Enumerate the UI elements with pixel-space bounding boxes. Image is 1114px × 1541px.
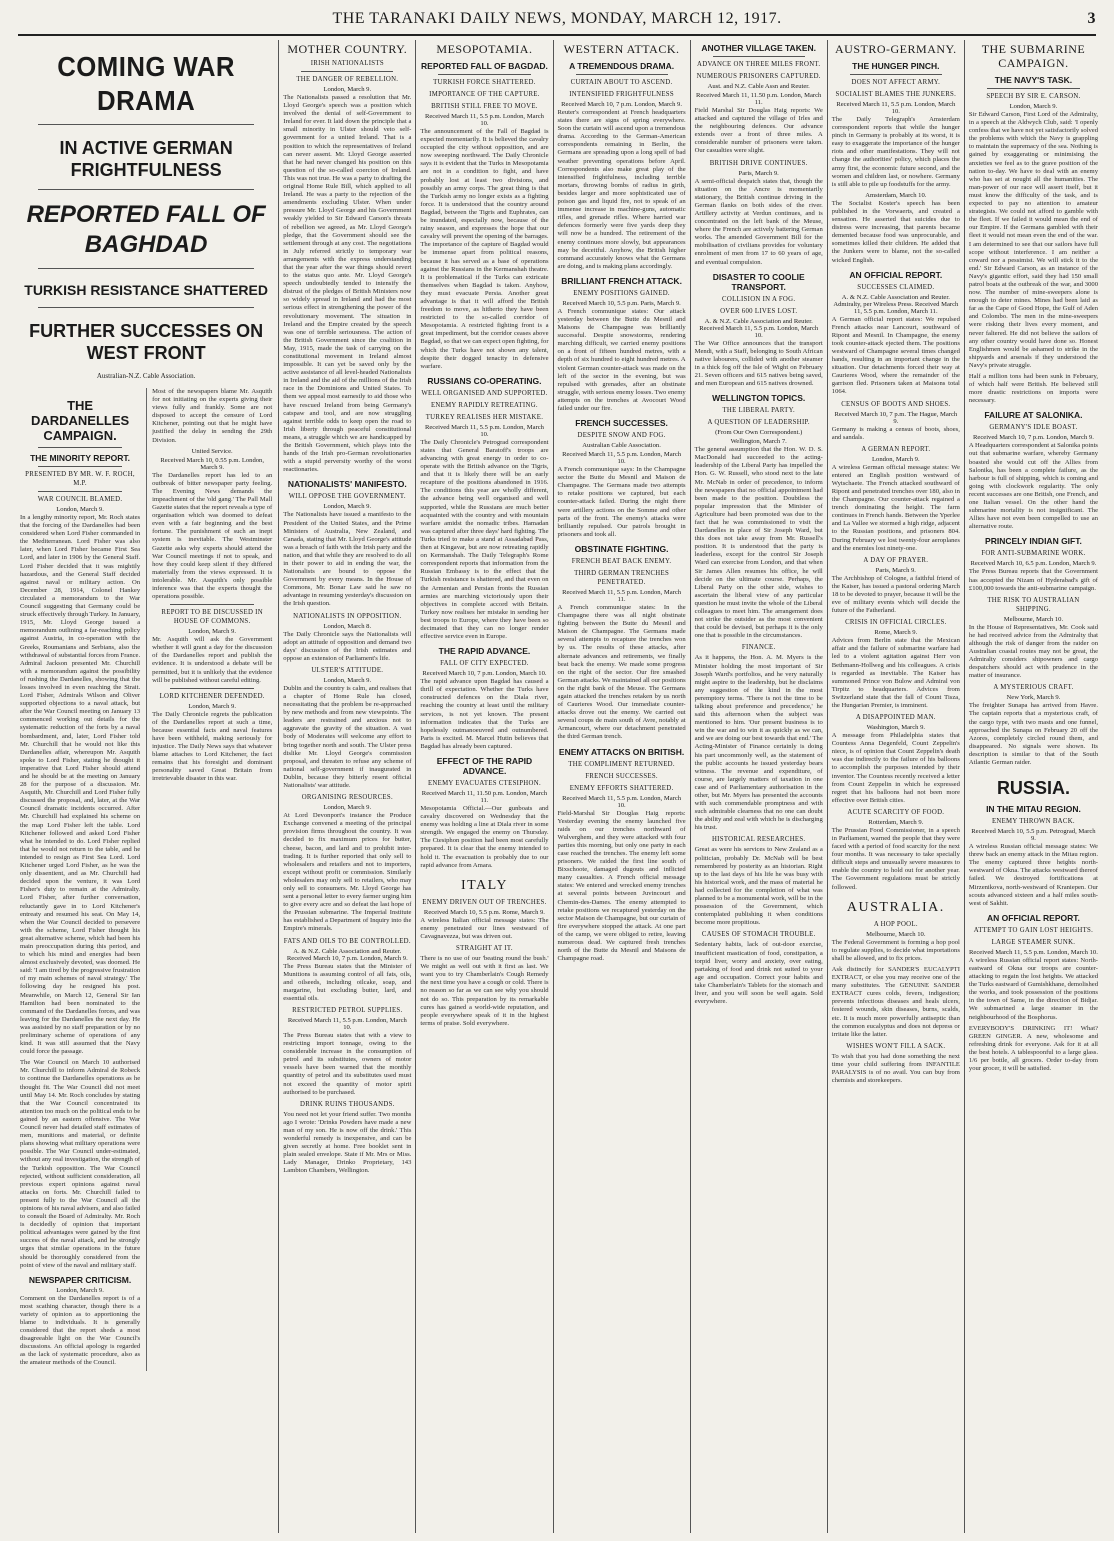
article-body: In a lengthy minority report, Mr. Roch states that the forcing of the Dardanelles had been considered when Lord Fisher commanded in the Mediterranean. Lord Fisher was also later, when Lord Fisher became First Sea Lord, and later in 1906 by the General Staff. Lord Fisher decided that it was mightily hazardous, and the General Staff decided against naval or military action. On December 28, 1914, Colonel Hankey circulated a memorandum to the War Council suggesting that Germany could be struck effectively through Turkey. In January, 1915, Mr. Lloyd George issued a memorandum outlining a far-reaching policy against Austria, in co-operation with the Greeks, Roumanians and Serbians, also the withdrawal of substantial forces from France. Admiral Jackson presented Mr. Churchill with a memorandum against the possibility of rushing the Dardanelles, showing that the losses involved in even reaching the Strait. Lord Fisher, Admirals Wilson and Oliver supported objections to a naval attack, but after the War Council meeting on January 13 commenced working out details for the systematic reduction of the forts by a naval bombardment, and, later, Lord Fisher told Mr. Churchill that he would not like this Dardanelles affair, whereupon Mr. Asquith spoke to Lord Fisher, stating he thought it imperative that Lord Fisher should attend and he should be at the meeting on January 28 for the purpose of a discussion. Mr. Asquith, Mr. Churchill and Lord Fisher fully discussed the proposal, and, later, at the War Council dramatic incidents occurred. After Mr. Churchill had explained his scheme on the map Lord Fisher left the table. Lord Kitchener followed and asked Lord Fisher what he intended to do. Lord Fisher replied that he would not return to the table, and he intended to resign as First Sea Lord. Lord Kitchener urged Lord Fisher, as he was the only dissentient, and as Mr. Churchill had decided upon the venture, it was Lord Fisher's duty to remain at the Admiralty. Lord Fisher, after further conversation, reluctantly gave in to Lord Kitchener's entreaty and resumed his seat. On May 14, when the War Council decided to persevere with the scheme, Lord Fisher thought his great alternative scheme, which had been his main preoccupation during this period, and to which his mind and energies had been almost exclusively devoted, was doomed. He said: 'I am tired by the progressive frustration of my main schemes of naval strategy.' The following day he resigned his post. Meanwhile, on March 12, General Sir Ian Hamilton had been nominated to the command of the Dardanelles forces, and was leaving for the Dardanelles the next day. He was assisted by no staff preparation or by no preliminary scheme of operations of any kind. It was still assumed that the Navy could force the passage.: [20, 514, 141, 1056]
subhead: WELL ORGANISED AND SUPPORTED.: [421, 389, 548, 397]
divider: [987, 88, 1080, 89]
headline: PRINCELY INDIAN GIFT.: [985, 536, 1082, 547]
article-body: A semi-official despatch states that, though the situation on the Ancre is momentarily stationary, the British continue driving in the German flanks on both sides of the river. Artillery activity at Verdun continues, and is concentrated on the left bank of the Meuse, where the French are actively battering German works. The amended Government Bill for the mobilisation of civilians provides for voluntary enrolment of men from 17 to 60 years of age, and eventual compulsion.: [694, 177, 823, 266]
article-body: At Lord Devonport's instance the Produce Exchange convened a meeting of the principal provision firms throughout the country. It was decided to fix maximum prices for butter, cheese, bacon, and lard and to prohibit inter-trading. It is further reported that only sell to wholesalers and retailers and not to importers, except without profit or commission. Similarly wholesalers may only sell to retailers, who may only sell to consumers. Mr. Lloyd George has sent a personal letter to every farmer urging him to give every acre and so defeat the last hope of the Prussian submarine. The Imperial Institute has established a Department of Inquiry into the Empire's minerals.: [283, 812, 412, 933]
headline: A TREMENDOUS DRAMA.: [569, 61, 675, 71]
headline: THE NAVY'S TASK.: [994, 75, 1073, 85]
lead-column: [16, 40, 279, 1533]
advert-body: You need not let your friend suffer. Two months ago I wrote: 'Drinks Powders have made a new man of my son. He is now off the drink.' This wonderful remedy is inexpensive, and can be given secretly at home. Free booklet sent in plain sealed envelope. State if Mr. Mrs or Miss. Lady Manager, Drinko Proprietary, 143 Lambton Chambers, Wellington.: [283, 1110, 412, 1175]
divider: [38, 447, 122, 448]
dateline: London, March 9.: [56, 1286, 104, 1294]
column-mesopotamia: [416, 40, 553, 1533]
article-body: The Nationalists have issued a manifesto to the President of the United States, and the Prime Ministers of Australia, New Zealand, and Canada, stating that Mr. Lloyd George's attitude was a breach of faith with the Irish party and the nation, and that while they are resolved to do all in their power to aid in ending the war, the Nationalists are bound to oppose the Government by every means. In the House of Commons, Mr. Bonar Law said he saw no advantage in resuming yesterday's discussion on the Irish question.: [283, 511, 412, 608]
subhead: ENEMY DRIVEN OUT OF TRENCHES.: [422, 898, 547, 906]
divider: [170, 604, 254, 605]
dateline: Wellington, March 7.: [730, 438, 787, 446]
subhead: A HOP POOL.: [873, 920, 918, 928]
subhead: BRITISH STILL FREE TO MOVE.: [431, 103, 538, 110]
article-body: A wireless Russian official message states: We threw back an enemy attack in the Mitau region. The enemy captured three heights north-westward of Okna. The attacks westward thereof failed. We destroyed fortifications at Mirzenikova, north-westward of Kraniepen. Our scouts advanced sixteen and a half miles south-west of Sakhit.: [968, 843, 1098, 907]
subhead: THE RISK TO AUSTRALIAN SHIPPING.: [987, 596, 1080, 613]
subhead: GERMANY'S IDLE BOAST.: [989, 424, 1078, 432]
article-body: Reuter's correspondent at French headquarters states there are signs of spring everywhere. Soon the curtain will ascend upon a tremendous drama. According to the German-American correspondents remaining in Berlin, the Germans are spreading upon a long spell of bad weather preventing operations before April. Correspondents also make great play of the intensified frightfulness, including terrible mortars, throwing bombs of radius in girth, besides larger and more sophisticated use of poison gas and liquid fire, not to speak of an immense increase in machine-guns, automatic rifles, and grenade rifles. Where harried war defences formerly were five yards deep they will now be a hundred. The retirement of the enemy continues more slowly, but appearances may be deceitful. Anyhow, the British higher command accurately knows what the Germans are doing, and is making plans accordingly.: [557, 109, 686, 270]
dateline: A. & N.Z. Cable Association and Reuter. Admiralty, per Wireless Press. Received March 11, 5.5 p.m. London, March 11.: [833, 293, 959, 315]
subhead: ADVANCE ON THREE MILES FRONT.: [697, 61, 821, 68]
article-body: A wireless German official message states: We entered an English position westward of Wytschaete. The French attacked southward of Ripont and penetrated trenches over 180, also in the Champagne. Our counter-attack regained a trench dominating the height. The farm continues in French hands. Between the Yperlee and La Vallee we stormed a high ridge, adjacent to the Russian positions, and prisoners 804. During February we lost twenty-four aeroplanes and the enemies lost ninety-one.: [831, 463, 960, 552]
divider: [850, 74, 942, 75]
divider: [170, 688, 254, 689]
subhead: IMPORTANCE OF THE CAPTURE.: [429, 91, 540, 98]
dateline: Received March 10, 5.5 p.m. Petrograd, March 9.: [971, 828, 1096, 843]
article-body: Advices from Berlin state that the Mexican affair and the failure of submarine warfare had led to a violent agitation against Herr von Bethmann-Hollweg and his colleagues. A crisis is regarded as inevitable. The Kaiser has summoned Prince von Bulow and Admiral von Tirpitz to headquarters. Advices from Switzerland state that the fall of Count Tisza, the Hungarian Premier, is imminent.: [831, 637, 960, 709]
subhead: FATS AND OILS TO BE CONTROLLED.: [283, 937, 411, 945]
dateline: A. & N.Z. Cable Association and Reuter. Received March 10, 7 p.m. London, March 9.: [286, 947, 408, 962]
cable-credit: Australian-N.Z. Cable Association.: [96, 372, 196, 380]
divider: [713, 56, 805, 57]
dateline: Rome, March 9.: [874, 629, 918, 637]
article-body: Half a million tons had been sunk in February, of which half were British. He believed still more drastic restrictions on imports were necessary.: [968, 373, 1098, 405]
subhead: THE COMPLIMENT RETURNED.: [568, 760, 675, 768]
subhead: ENEMY EFFORTS SHATTERED.: [569, 784, 674, 792]
headline: AN OFFICIAL REPORT.: [987, 912, 1080, 923]
subhead: RESTRICTED PETROL SUPPLIES.: [292, 1007, 403, 1014]
headline: ANOTHER VILLAGE TAKEN.: [701, 43, 816, 53]
subhead: ENEMY RAPIDLY RETREATING.: [430, 401, 538, 409]
article-body: The Dardanelles report has led to an outbreak of bitter newspaper party feeling. The Evening News demands the impeachment of the 'old gang.' The Pall Mall Gazette states that the report reveals a type of organisation which was doomed to defeat even with a fair beginning and the best fortune. The punishment of such an inept system is inevitable. The Westminster Gazette asks why experts should attend the War Council meetings if not to speak, and how they could keep silent if they differed materially from the views expressed. It is intolerable. Mr. Asquith's only possible inference was that the experts thought the operations possible.: [152, 471, 273, 601]
subhead: ULSTER'S ATTITUDE.: [311, 666, 384, 674]
article-body: The War Council on March 10 authorised Mr. Churchill to inform Admiral de Robeck to continue the Dardanelles operations as he thought fit. The War Council did not meet until May 14. Mr. Roch concludes by stating that the War Council concentrated its attention too much on the political ends to be gained by an eastern offensive. The War Council never had detailed staff estimates of men, munitions and material, or definite plans showing what military operations were possible. The War Council under-estimated, without any real investigation, the strength of the Turkish opposition. The War Council rejected, without sufficient consideration, all previous expert opinions against naval attacks on forts. Mr. Churchill failed to present fully to the War Council all the opinions of his naval advisers, and also failed to consult the Board of Admiralty. Mr. Roch is decidedly of opinion that important political advantages were gained by the first success of the naval attack, and he strongly urges that similar operations in the future should be thoroughly considered from the point of view of the naval and military staff.: [20, 1059, 141, 1269]
article-body: The Press Bureau reports that the Government has accepted the Nizam of Hyderabad's gift of £100,000 towards the anti-submarine campaign.: [968, 568, 1098, 592]
article-body: Field-Marshal Sir Douglas Haig reports: Yesterday evening the enemy launched five raids on our trenches northward of Wulverghem, and they were attacked with four parties this morning, but only one party in each case reached the trenches. The enemy left some prisoners. We raided the first line south of Bixschoote, damaged dugouts and inflicted many casualties. A French official message states: We entered and wrecked enemy trenches at several points between Juvincourt and Chemin-des-Dames. The enemy attempted to retake positions we recaptured yesterday on the sector Maison de Champagne, but our curtain of fire everywhere stopped the attack. At one part of the camp, we were obliged to retire, leaving numerous dead. We captured fresh trenches north of the Butte du Mesnil and Maisons de Champagne road.: [557, 809, 686, 963]
dateline: London, March 9.: [323, 804, 372, 812]
subhead: NATIONALISTS IN OPPOSITION.: [293, 612, 402, 620]
article-body: The Socialist Koster's speech has been published in the Vorwaerts, and created a sensation. He asserted that suicides due to distress were increasing, that parents became demented because food was unprocurable, and sometimes killed their children. He added that the Junkers were to blame, not the so-called wicked English.: [831, 199, 960, 264]
dateline: New York, March 9.: [1006, 694, 1061, 702]
article-body: The Press Bureau states that with a view to restricting import tonnage, owing to the considerable increase in the consumption of petrol and its substitutes, owners of motor vessels have been warned that the monthly quantity of petrol and its substitutes used must not exceed the quantity of motor spirit authorised to be purchased.: [283, 1032, 412, 1096]
dateline: Received March 11, 5.5 p.m. London, March 10.: [424, 423, 544, 438]
headline: WELLINGTON TOPICS.: [712, 393, 806, 404]
dateline: Received March 11, 11.50 p.m. London, March 11.: [696, 92, 822, 106]
dardanelles-headline: THE DARDANELLES CAMPAIGN.: [30, 398, 130, 443]
dateline: Amsterdam, March 10.: [865, 191, 927, 199]
lead-body: [20, 388, 272, 1371]
dateline: Received March 10, 7 p.m. London, March 9.: [973, 434, 1094, 442]
subhead: FALL OF CITY EXPECTED.: [440, 660, 529, 668]
masthead-title: THE TARANAKI DAILY NEWS, MONDAY, MARCH 12, 1917.: [332, 10, 782, 27]
subhead: A DAY OF PRAYER.: [863, 556, 929, 564]
divider: [38, 124, 254, 125]
headline: DISASTER TO COOLIE TRANSPORT.: [712, 271, 805, 292]
dateline: Received March 10, 7 p.m. The Hague, March 9.: [834, 410, 958, 425]
subhead: THIRD GERMAN TRENCHES PENETRATED.: [574, 569, 670, 586]
headline: BRILLIANT FRENCH ATTACK.: [561, 275, 682, 286]
dateline: Received March 10, 5.5 p.m. Rome, March 9.: [423, 908, 545, 916]
subhead: FRENCH SUCCESSES.: [585, 772, 658, 780]
column-village-taken: [691, 40, 828, 1533]
dateline: Received March 11, 5.5 p.m. London, March 10.: [424, 113, 544, 127]
headline: RUSSIANS CO-OPERATING.: [427, 375, 542, 386]
article-body: The Daily Chronicle regrets the publication of the Dardanelles report at such a time, because essential facts and naval features have been withheld, making seriously for injustice. The Daily News says that whatever blame attaches to Lord Kitchener, the fact remains that his foresight and dominant personality saved Great Britain from irretrievable disaster in this war.: [152, 710, 273, 783]
article-body: The Prussian Food Commissioner, in a speech in Parliament, warned the people that they were faced with a period of food scarcity for the next four months. It was necessary to take specially difficult steps and unusually severe measures to enable the country to hold out for another year. The Government regulations must be strictly followed.: [831, 826, 960, 891]
article-body: Mesopotamia Official.—Our gunboats and cavalry discovered on Wednesday that the enemy was holding a line at Diala river in some strength. We engaged the enemy on Thursday. The Ctesiphon position had been most carefully prepared. It is clear that the enemy intended to hold it. The evacuation is probably due to our rapid advance from Amara.: [420, 805, 549, 869]
divider: [438, 74, 530, 75]
article-body: Most of the newspapers blame Mr. Asquith for not initiating on the experts giving their views fully and frankly. Some are not disposed to accept the censure of Lord Kitchener, pointing out that he might have justified the delay in sending the 29th Division.: [152, 388, 273, 444]
dateline: A. & N.Z. Cable Association and Reuter. Received March 11, 5.5 p.m. London, March 10.: [699, 317, 819, 339]
subhead: A MYSTERIOUS CRAFT.: [993, 684, 1074, 692]
dateline: Received March 11, 5.5 p.m. London, March 10.: [969, 948, 1098, 956]
masthead: [18, 10, 1096, 36]
subhead: SPEECH BY SIR E. CARSON.: [986, 93, 1081, 100]
subhead: DOES NOT AFFECT ARMY.: [851, 79, 941, 86]
dateline: London, March 9.: [323, 503, 372, 511]
article-body: Dublin and the country is calm, and realises that a chapter of Home Rule has closed, necessitating that the problem be re-approached by new methods and from new viewpoints. The leaders are restrained and anxious not to aggravate the gravity of the situation. A vast body of Moderates will welcome any effort to bring together north and south. The Ulster press dislike Mr. Lloyd George's commission proposal, and threaten to refuse any scheme of national self-government if inaugurated in Dublin, because they bitterly resent official Nationalists' war attitude.: [283, 684, 412, 790]
subhead: BRITISH DRIVE CONTINUES.: [709, 159, 808, 167]
subhead: ORGANISING RESOURCES.: [301, 794, 393, 802]
article-body: A Headquarters correspondent at Salonika points out that submarine warfare, whereby Germany boasted she would cut off the Allies from Salonika, has been a complete failure, as the harbour is full of shipping, which is coming and going with clockwork regularity. The only recent successes are one British, one French, and one Italian vessel. On the other hand the submarine mortality is not insignificant. The Allies have not even been compelled to use an alternative route.: [968, 442, 1098, 531]
article-body: A French communique says: In the Champagne sector the Butte du Mesnil and Maison de Champagne. The Germans made two attempts to retake positions we captured, but each counter-attack failed. During the night there were artillery actions on the Somme and other parts of the front. The enemy's attacks were brilliantly repulsed. Our patrols brought in prisoners and took all.: [557, 466, 686, 538]
advert-head: CAUSES OF STOMACH TROUBLE.: [701, 931, 816, 939]
article-body: The War Office announces that the transport Mendi, with a Staff, belonging to South African native labourers, collided with another steamer in a thick fog off the Isle of Wight on February 21. Seven officers and 615 natives being saved, and men European and 615 natives drowned.: [694, 339, 823, 388]
headline: FRENCH SUCCESSES.: [575, 418, 668, 429]
article-body: A message from Philadelphia states that Countess Anna Degenfeld, Count Zeppelin's niece, is of opinion that Count Zeppelin's death was due indirectly to the failure of his balloons to accomplish the purposes intended by their inventor. The Countess recently received a letter from Count Zeppelin in which he expressed regret that his balloons had not been more effective over British cities.: [831, 732, 960, 804]
subhead: ATTEMPT TO GAIN LOST HEIGHTS.: [973, 926, 1094, 934]
subhead: SOCIALIST BLAMES THE JUNKERS.: [835, 91, 957, 98]
article-body: The announcement of the Fall of Bagdad is expected momentarily. It is believed the cavalry occupied the city without opposition, and are now sweeping northward. The Daily Chronicle says it is evident that the Turks in Mesopotamia are not in a condition to fight, and have probably lost at least two divisions, and possibly an army corps. The great thing is that the Turkish army no longer exists as a fighting force. It is understood that the country around Bagdad, between the Tigris and Euphrates, can be inundated, especially now, because of the rainy season, and expresses the hope that our cavalry will prevent the opening of the barrages. The importance of the capture of Bagdad would be immense apart from political reasons, because it has served as a base of operations against the Russians in the Kermanshah theatre. It is problematical if the Turks can extricate themselves when Bagdad is taken. Anyhow, they must evacuate Persia. Another great advantage is that it will afford the British freedom to move, as hitherto they have been restricted to the so-called corridor of Mesopotamia. A restricted fighting front is a great impediment, but the corridor ceases above Bagdad, so that we can expect open fighting, for which the Turks have not shown any talent, despite their dogged tenacity in defensive warfare.: [420, 128, 549, 370]
subhead: THE LIBERAL PARTY.: [722, 407, 795, 415]
minority-report-head: THE MINORITY REPORT.: [30, 453, 131, 463]
banner-west-front: FURTHER SUCCESSES ON WEST FRONT: [29, 321, 264, 363]
dateline: Paris, March 9.: [875, 566, 916, 574]
article-body: The Daily Chronicle says the Nationalists will adopt an attitude of opposition and demand two days' discussion of the Irish estimates and oppose an extension of Parliament's life.: [283, 630, 412, 662]
subhead: FINANCE.: [741, 644, 776, 652]
headline: IN THE MITAU REGION.: [986, 804, 1081, 815]
section-head-russia: RUSSIA.: [996, 778, 1070, 799]
dateline: Received March 11, 5.5 p.m. London, March 10.: [287, 1017, 407, 1031]
article-body: The general assumption that the Hon. W. D. S. MacDonald had succeeded to the acting-leadership of the Liberal Party has impelled the Hon. G. W. Russell, who stood next to the late Mr. McNab in order of precedence, to inform the newspapers that no official appointment had been made to the position. Doubtless the popular impression that the Minister of Agriculture had been promoted was due to the fact that he was commissioned to visit the Dardanelles in place of Sir Joseph Ward, but this does not take away from Mr. Russell's position. It is understood that the party is leaderless, except for the control Sir Joseph Ward can exercise from London, and that when Sir James Allen resumes his office, he will decide on the ultimate course. Perhaps, the Liberal Party on the other side, wishes to ascertain the liberal view of any particular question he must invite the whole of the Liberal colleagues to meet him. The arrangement does not strike the outsider as the most convenient that could be devised, but perhaps it is the only one that is possible in the circumstances.: [694, 446, 823, 640]
dateline: Received March 11, 5.5 p.m. London, March 11.: [562, 588, 682, 603]
article-body: The Nationalists passed a resolution that Mr. Lloyd George's speech was a position which involved the denial of self-Government to Ireland for ever. It laid down the principle that a small minority in Ulster should veto self-government for a united Ireland. That is a position to which the representatives of Ireland can never assent. Mr. Lloyd George asserted that he had never changed his position on this question of the so-called coercion of Ireland. This was not true. He was a party to drafting the original Home Rule Bill, which applied to all Ireland. He was a party to the rejection of the amendments excluding Ulster. When under pressure Mr. Lloyd George and his Government weakly yielded to Sir Edward Carson's threats of rebellion we agreed, as Mr. Lloyd George's pledge, that the Government should see the settlement through at any cost. The negotiations in July referred strictly to temporary war arrangements with the express understanding that the year after the war things should revert to the status quo ante. Mr. Lloyd George's speech undoubtedly tended to intensify the distrust of the pledges of British Ministers now so widely spread in Ireland and had the most serious effect in strengthening the power of the revolutionary movement. The situation in Ireland and the Empire created by the speech was one of terrible seriousness. The action of the British Government since the coalition in May, 1915, made the task of carrying on the constitutional movement in Ireland almost impossible. It can yet be saved only by the active assistance of all level-headed Nationalists in Ireland and the aid of the millions of the Irish race in the Dominions and United States. To them we appeal most earnestly to aid those who have rescued Ireland from being Germany's catspaw and tool, and are now struggling against terrible odds to keep open the road to Irish liberty through peaceful constitutional means, a struggle which we are handicapped by the British Government, which plays into the hands of the Irish pro-German revolutionaries with a stupid perversity worthy of the worst reactionaries.: [283, 94, 412, 474]
subhead: ACUTE SCARCITY OF FOOD.: [847, 808, 945, 816]
byline: United Service.: [191, 447, 233, 455]
advert-body: There is no use of our 'beating round the bush.' We might as well out with it first as last. We want you to try Chamberlain's Cough Remedy the next time you have a cough or cold. There is no reason so far as we can see why you should not do so. This preparation by its remarkable cures has gained a world-wide reputation, and people everywhere speak of it in the highest terms of praise. Sold everywhere.: [420, 955, 549, 1027]
byline: (From Our Own Correspondent.): [715, 429, 803, 437]
headline: FAILURE AT SALONIKA.: [984, 410, 1083, 421]
dateline: Received March 10, 7 p.m. London, March 9.: [561, 101, 682, 108]
article-body: A wireless Russian official report states: North-eastward of Okna our troops are counter-attacking to regain the lost heights. We attacked the Turks eastward of Gumishkhane, demolished the works, and took possession of the positions in the town of Same, in the direction of Bidjar. We submarined a large steamer in the neighbourhood of the Bosphorus.: [968, 956, 1098, 1021]
section-head-australia: AUSTRALIA.: [846, 899, 945, 915]
dateline: Received March 11, 5.5 p.m. London, March 10.: [836, 101, 956, 115]
section-head: AUSTRO-GERMANY.: [835, 42, 957, 56]
advert-body: To wish that you had done something the next time your child suffering from INFANTILE PARALYSIS is of no avail. You can buy from chemists and storekeepers.: [831, 1052, 960, 1085]
subhead: LARGE STEAMER SUNK.: [991, 938, 1076, 946]
subhead: ENEMY THROWN BACK.: [991, 818, 1075, 826]
byline: Australian Cable Association.: [582, 442, 661, 450]
article-body: The freighter Sunapa has arrived from Havre. The captain reports that a mysterious craft, of the cargo type, with two masts and one funnel, approached the Sunapa on February 20 off the Azores, completely circled round them, and disappeared. No signals were shown. Its description is similar to that of the South Atlantic German raider.: [968, 702, 1098, 766]
article-body: A wireless Italian official message states: The enemy penetrated our lines westward of Cavagnavezza, but was driven out.: [420, 916, 549, 940]
headline: OBSTINATE FIGHTING.: [574, 543, 669, 554]
headline: EFFECT OF THE RAPID ADVANCE.: [436, 756, 533, 776]
subhead: HISTORICAL RESEARCHES.: [711, 836, 806, 844]
section-head-italy: ITALY: [460, 877, 508, 893]
dateline: London, March 9.: [323, 676, 372, 684]
headline: THE HUNGER PINCH.: [852, 61, 940, 71]
article-body: The Press Bureau states that the Minister of Munitions is assuming control of all fats, oils, and oilseeds, including oilcake, soap, and margarine, but excluding butter, lard, and essential oils.: [283, 962, 412, 1002]
article-body: The rapid advance upon Bagdad has caused a thrill of expectation. Whether the Turks have constructed defences on the Diala river, reaching the country at least until the military services, is not yet known. The present information indicates that the Turks are hopelessly outmanoeuvred and outnumbered. Paris is excited. M. Marcel Hutin believes that Bagdad has already been captured.: [420, 678, 549, 750]
column-submarine-campaign: [965, 40, 1102, 1533]
advert-head: DRINK RUINS THOUSANDS.: [300, 1100, 395, 1108]
dateline: Received March 10, 5.5 p.m. Paris, March 9.: [562, 299, 681, 307]
article-body: The Federal Government is forming a hop pool to regulate supplies, to decide what importations shall be allowed, and to fix prices.: [831, 938, 960, 962]
section-head: MOTHER COUNTRY.: [287, 42, 408, 56]
article-body: In the House of Representatives, Mr. Cook said he had received advice from the Admiralty that although the risk of danger from the raider on Australian coastal routes may not be great, the Admiralty considers shipowners and cargo despatchers should act with prudence in the matter of insurance.: [968, 623, 1098, 680]
dateline: London, March 9.: [188, 628, 236, 636]
section-head: WESTERN ATTACK.: [563, 42, 680, 56]
divider: [38, 466, 122, 467]
banner-turkish-resistance: TURKISH RESISTANCE SHATTERED: [24, 282, 268, 298]
article-body: The Daily Telegraph's Amsterdam correspondent reports that while the hunger pinch in Germany is probably at its worst, it is easy to exaggerate the importance of the hunger riots and other manifestations. They will not change the authorities' policy, which places the army first, the economic future second, and the women and children last, or nowhere. Germany is still able to pile up foodstuffs for the army.: [831, 116, 960, 188]
dateline: Received March 10, 6.5 p.m. London, March 9.: [970, 560, 1097, 568]
article-body: Sir Edward Carson, First Lord of the Admiralty, in a speech at the Aldwych Club, said: 'I openly confess that we have not yet satisfactorily solved the problems with which the Navy is grappling to maintain the supremacy of the sea. Nothing is gained by exaggerating or minimising the anxieties we feel as to the grave position of the nation to-day. We have to deal with an enemy who has set at nought all the humanities. The man-power of our race will assert itself, but it must know the difficulty of the task, and is expected to pay no attention to amateur strategists. We could not afford to gamble with the fleet. If we failed it would mean the end of our Empire. If the Germans gambled with their fleet it would not mean even the end of the war. I am determined to see that our sailors have full scope without interference. I am neither a coward nor a pessimist. We will stick it to the end.' Sir Edward Carson, as an instance of the Navy's gigantic effort, said they had 150 small patrol boats at the outbreak of the war, and 3000 now. The number of mine-sweepers alone is enough to deter mines. Mines had been laid as far as the Cape of Good Hope, the Gulf of Aden and Colombo. The men in the mine-sweepers were risking their lives every moment, and never faltered. He did not believe the sailors of any other country would have done so. Honest Englishmen would be ashamed to strike in the shipyards and arsenals if they understood the Navy's private struggle.: [968, 111, 1098, 369]
article-body: The Daily Chronicle's Petrograd correspondent states that General Baratoff's troops are advancing with great energy in order to co-operate with the British advance on the Tigris, and that it is likely there will be an early recapture of the positions abandoned in 1916. The conditions this year are wholly different, the advance being well organised and well supported, while the Russians are much better acquainted with the country and with mountain warfare amidst the nomadic tribes. Hamadan was captured after three days' hard fighting. The Turks tried to make a stand at Assadabad Pass, then at Kingavar, but are now retreating rapidly on Kermanshah. The Daily Telegraph's Rome correspondent reports that information from the Russian Embassy is to the effect that the Turkish resistance is shattered, and that even on the Armenian and Persian fronts the Russian armies are marching victoriously upon their objectives in complete accord with Britain. Turkey now realises her mistake in sending her best troops to Europe, where they have been so decimated that they can no longer render effective service even in Europe.: [420, 438, 549, 641]
article-body: A German official report states: We repulsed French attacks near Lancourt, southward of Ripont and Mesnil. In Champagne, the enemy took counter-attack ejected them. The positions westward of Champagne several times changed hands, resulting in an important change in the situation. Our detachments forced their way at Caurieres Wood, where the remainder of the garrison fled. Prisoners taken at Maisons total 1064.: [831, 315, 960, 396]
article-body: Great as were his services to New Zealand as a politician, probably Dr. McNab will be best remembered by posterity as an historian. Right up to the last days of his life he was busy with his historical work, and the mass of material he had collected for the completion of what was planned to be a monumental work, will be in the possession of the Government, which contemplated publishing it when conditions become more propitious.: [694, 846, 823, 927]
section-head: MESOPOTAMIA.: [436, 42, 533, 56]
headline: REPORTED FALL OF BAGDAD.: [421, 61, 548, 71]
advert-head: WISHES WON'T FILL A SACK.: [846, 1042, 946, 1050]
subhead: CENSUS OF BOOTS AND SHOES.: [841, 400, 951, 408]
subhead: CRISIS IN OFFICIAL CIRCLES.: [845, 619, 947, 627]
subhead: CURTAIN ABOUT TO ASCEND.: [570, 79, 673, 86]
advert-body: EVERYBODY'S DRINKING IT! What? GREEN GINGER. A new, wholesome and refreshing drink for everyone. Ask for it at all the best hotels. A tablespoonful to a large glass. 1/6 per bottle, all grocers. Order to-day from your grocer, it will be satisfied.: [968, 1024, 1098, 1073]
lead-subcolumn-right: [146, 388, 272, 1371]
dateline: Received March 11, 11.50 p.m. London, March 11.: [421, 790, 548, 804]
subhead: THE DANGER OF REBELLION.: [296, 76, 399, 83]
article-body: Field Marshal Sir Douglas Haig reports: We attacked and captured the village of Irles and the neighbouring defences. Our advance extends over a front of three miles. A considerable number of prisoners were taken. Our casualties were slight.: [694, 107, 823, 155]
subhead: A QUESTION OF LEADERSHIP.: [707, 419, 810, 427]
divider: [38, 189, 254, 190]
dateline: Melbourne, March 10.: [1003, 615, 1064, 623]
banner-frightfulness: IN ACTIVE GERMAN FRIGHTFULNESS: [59, 138, 233, 180]
dateline: Received March 11, 5.5 p.m. London, March 10.: [562, 794, 682, 809]
dateline: Received March 10, 7 p.m. London, March 10.: [422, 670, 547, 678]
subhead: OVER 600 LIVES LOST.: [720, 307, 798, 315]
presented-by: PRESENTED BY MR. W. F. ROCH, M.P.: [25, 471, 135, 487]
headline: ENEMY ATTACKS ON BRITISH.: [558, 746, 685, 757]
article-body: A French communique states: In the Champagne there was all night obstinate fighting between the Butte du Mesnil and Maison de Champagne. The Germans made several attempts to recapture the trenches won by us. The results of these attacks, after alternate advances and retirements, we finally beat back the enemy. We made some progress on the right of the sector. Our fire smashed German attacks. We maintained all our positions on the right bank of the Meuse. The Germans again attacked the trenches retaken by us north of Caurieres Wood. Our immediate counter-attacks drove out the enemy. We carried out several coups de main south of Avre, notably at Armancourt, where our detachment penetrated the third German trench.: [557, 603, 686, 741]
war-council-head: WAR COUNCIL BLAMED.: [37, 496, 123, 503]
subhead: INTENSIFIED FRIGHTFULNESS: [569, 91, 674, 98]
dateline: Rotterdam, March 9.: [868, 818, 924, 826]
subhead: TURKEY REALISES HER MISTAKE.: [425, 413, 544, 421]
article-body: Mr. Asquith will ask the Government whether it will grant a day for the discussion of the Dardanelles report and publish the evidence. It is understood a debate will be permitted, but it is unlikely that the evidence will be published without careful editing.: [152, 636, 273, 684]
lead-subcolumn-left: [20, 388, 140, 1371]
advert-body: Ask distinctly for SANDER'S EUCALYPTI EXTRACT, or else you may receive one of the many substitutes. The GENUINE SANDER EXTRACT cures colds, fevers, indigestion; prevents infectious diseases and heals ulcers, festered wounds, skin diseases, burns, scalds, etc. It is much more powerfully antiseptic than the common eucalyptus and does not depress or irritate like the latter.: [831, 965, 960, 1038]
subhead: A GERMAN REPORT.: [861, 445, 931, 453]
subhead: SUCCESSES CLAIMED.: [857, 283, 935, 291]
subhead: WILL OPPOSE THE GOVERNMENT.: [288, 493, 406, 501]
page-number: 3: [1087, 10, 1096, 27]
divider: [38, 491, 122, 492]
subhead: TURKISH FORCE SHATTERED.: [433, 79, 536, 86]
subhead: ENEMY EVACUATES CTESIPHON.: [427, 780, 541, 787]
dateline: London, March 9.: [323, 86, 372, 93]
dateline: Melbourne, March 10.: [866, 930, 926, 938]
headline: NATIONALISTS' MANIFESTO.: [287, 479, 407, 490]
headline: AN OFFICIAL REPORT.: [849, 269, 943, 280]
report-discussed-head: REPORT TO BE DISCUSSED IN HOUSE OF COMMONS.: [161, 609, 263, 626]
advert-body: Sedentary habits, lack of out-door exercise, insufficient mastication of food, constipation, a torpid liver, worry and anxiety, over eating, partaking of food and drink not suited to your age and occupation. Correct your habits and take Chamberlain's Tablets for the stomach and liver, and you will soon be well again. Sold everywhere.: [694, 941, 823, 1006]
advert-head: STRAIGHT AT IT.: [456, 945, 513, 953]
banner-coming-war-drama: COMING WAR DRAMA: [57, 51, 236, 116]
article-body: As it happens, the Hon. A. M. Myers is the Minister holding the most important of Sir Joseph Ward's portfolios, and he very naturally might aspire to the leadership, but he disclaims any suggestion of the kind in the most peremptory terms. 'There is not the time to be talking about preference and precedence,' he said this afternoon when the subject was mentioned to him. 'Our present business is to win the war and to win it as quickly as we can, and we are doing our best towards that end.' The Acting-Minister of Finance certainly is doing his part uncommonly well, as the statement of the public accounts he issued yesterday bears witness. The revenue and expenditure, of course, are largely matters of taxation in one case and of Parliamentary authorisation in the other, but Mr. Myers has presented the accounts with such commendable promptness and with such admirable clearness that no one can doubt the ability and zeal with which he is discharging his trust.: [694, 654, 823, 832]
divider: [38, 268, 254, 269]
dateline: London, March 9.: [1009, 103, 1058, 110]
subhead: IRISH NATIONALISTS: [310, 60, 384, 67]
article-body: Comment on the Dardanelles report is of a most scathing character, though there is a variety of opinion as to apportioning the blame to individuals. It is generally considered that the report sheds a most disagreeable light on the War Council's discussions. An official apology is regarded as the lack of systematic procedure, also as the amateur methods of the Council.: [20, 1294, 141, 1367]
subhead: ENEMY POSITIONS GAINED.: [573, 289, 670, 297]
columns: [16, 40, 1102, 1533]
divider: [301, 71, 393, 72]
column-austro-germany: [828, 40, 965, 1533]
divider: [38, 307, 254, 308]
subhead: NUMEROUS PRISONERS CAPTURED.: [696, 73, 821, 80]
kitchener-head: LORD KITCHENER DEFENDED.: [159, 692, 265, 700]
dateline: Washington, March 9.: [866, 724, 926, 732]
article-body: A French communique states: Our attack yesterday between the Butte du Mesnil and Maisons de Champagne was brilliantly successful. Despite snowstorms, rendering marching difficult, we carried enemy positions on a front of fifteen hundred metres, with a depth of six hundred to eight hundred metres. A violent German counter-attack was made on the left of the sector in the evening, but was repulsed with grenades, after an obstinate struggle, with serious enemy losses. Two enemy attempts on the trenches at Avocourt Wood failed under our fire.: [557, 307, 686, 412]
dateline: London, March 8.: [323, 622, 372, 630]
article-body: Germany is making a census of boots, shoes, and sandals.: [831, 425, 960, 441]
byline: Aust. and N.Z. Cable Assn and Reuter.: [707, 83, 810, 90]
subhead: A DISAPPOINTED MAN.: [855, 714, 936, 722]
newspaper-criticism-head: NEWSPAPER CRITICISM.: [28, 1274, 132, 1285]
dateline: London, March 9.: [872, 455, 920, 463]
subhead: FRENCH BEAT BACK ENEMY.: [571, 557, 672, 565]
column-mother-country: [279, 40, 416, 1533]
banner-baghdad: REPORTED FALL OF BAGHDAD: [26, 201, 266, 258]
article-body: The Archbishop of Cologne, a faithful friend of the Kaiser, has issued a pastoral ordering March 18 to be devoted to prayer, because it will be the eve of military events which will decide the future of the Fatherland.: [831, 574, 960, 615]
dateline: Received March 11, 5.5 p.m. London, March 10.: [562, 451, 682, 466]
divider: [576, 74, 668, 75]
subhead: DESPITE SNOW AND FOG.: [577, 432, 666, 440]
section-head: THE SUBMARINE CAMPAIGN.: [981, 42, 1086, 70]
column-western-attack: [554, 40, 691, 1533]
subhead: FOR ANTI-SUBMARINE WORK.: [981, 550, 1086, 558]
dateline: Paris, March 9.: [738, 169, 779, 177]
dateline: Received March 10, 0.55 p.m. London, March 9.: [160, 456, 265, 471]
headline: THE RAPID ADVANCE.: [438, 646, 531, 657]
subhead: COLLISION IN A FOG.: [722, 295, 796, 303]
dateline: London, March 9.: [56, 506, 104, 513]
dateline: London, March 9.: [188, 702, 236, 710]
